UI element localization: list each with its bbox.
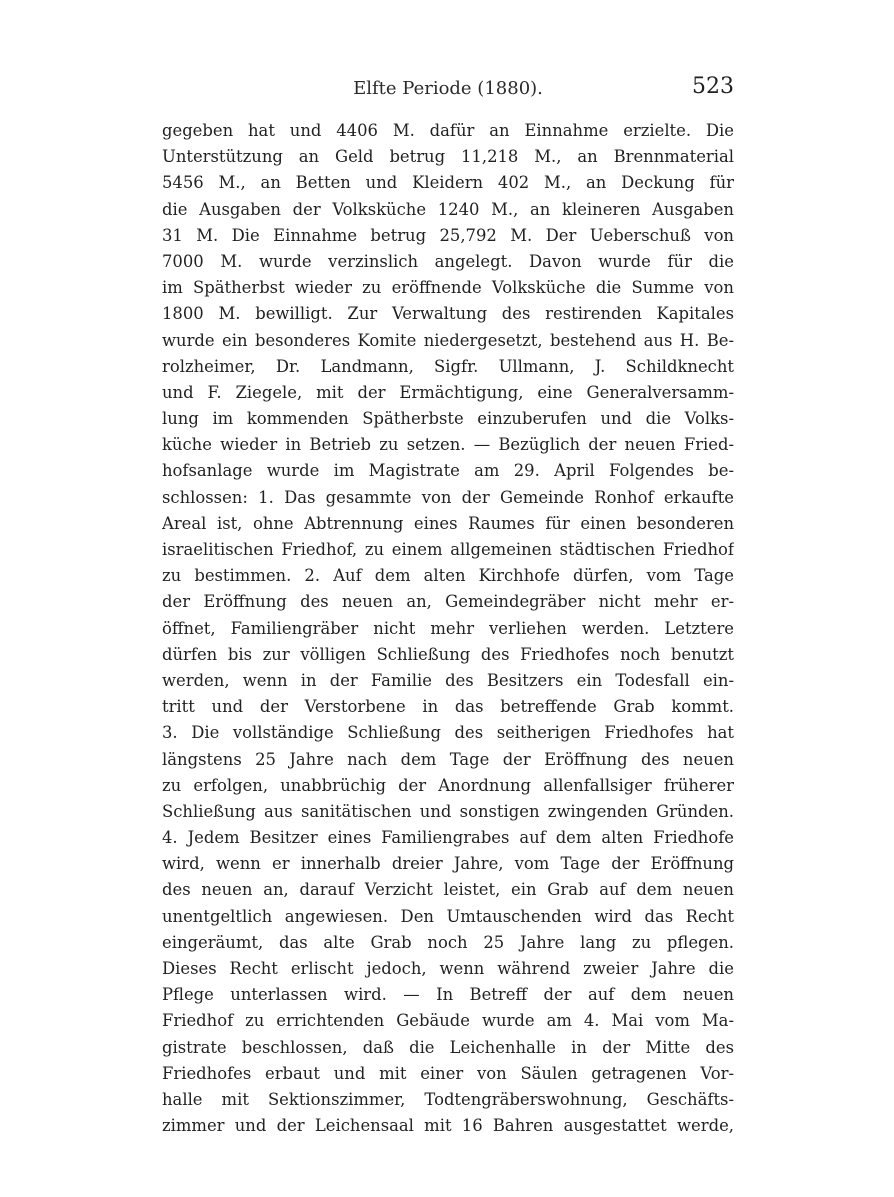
text-line: und F. Ziegele, mit der Ermächtigung, eine Generalversamm- <box>162 382 734 402</box>
text-line: Areal ist, ohne Abtrennung eines Raumes für einen besonderen <box>162 513 734 533</box>
text-line: dürfen bis zur völligen Schließung des Friedhofes noch benutzt <box>162 644 734 664</box>
text-line: Friedhof zu errichtenden Gebäude wurde am 4. Mai vom Ma- <box>162 1011 734 1031</box>
text-line: halle mit Sektionszimmer, Todtengräberswohnung, Geschäfts- <box>162 1089 734 1109</box>
text-line: Unterstützung an Geld betrug 11,218 M., an Brennmaterial <box>162 147 734 167</box>
text-line: unentgeltlich angewiesen. Den Umtauschenden wird das Recht <box>162 906 734 926</box>
text-line: küche wieder in Betrieb zu setzen. — Bezüglich der neuen Fried- <box>162 435 734 455</box>
text-line: wurde ein besonderes Komite niedergesetzt, bestehend aus H. Be- <box>162 330 734 350</box>
text-line: rolzheimer, Dr. Landmann, Sigfr. Ullmann, J. Schildknecht <box>162 356 734 376</box>
text-line: Pflege unterlassen wird. — In Betreff der auf dem neuen <box>162 985 734 1005</box>
text-line: tritt und der Verstorbene in das betreffende Grab kommt. <box>162 697 734 717</box>
text-line: eingeräumt, das alte Grab noch 25 Jahre lang zu pflegen. <box>162 932 734 952</box>
text-line: israelitischen Friedhof, zu einem allgemeinen städtischen Friedhof <box>162 540 734 559</box>
text-line: des neuen an, darauf Verzicht leistet, ein Grab auf dem neuen <box>162 880 734 900</box>
running-title: Elfte Periode (1880). <box>353 78 543 99</box>
text-line: hofsanlage wurde im Magistrate am 29. April Folgendes be- <box>162 461 734 481</box>
text-line: wird, wenn er innerhalb dreier Jahre, vom Tage der Eröffnung <box>162 854 734 874</box>
text-line: werden, wenn in der Familie des Besitzers ein Todesfall ein- <box>162 670 734 690</box>
text-line: gegeben hat und 4406 M. dafür an Einnahme erzielte. Die <box>162 121 734 140</box>
text-line: 1800 M. bewilligt. Zur Verwaltung des restirenden Kapitales <box>162 304 734 324</box>
text-line: 5456 M., an Betten und Kleidern 402 M., an Deckung für <box>162 173 734 193</box>
text-line: 7000 M. wurde verzinslich angelegt. Davon wurde für die <box>162 251 734 271</box>
text-line: gistrate beschlossen, daß die Leichenhalle in der Mitte des <box>162 1037 734 1057</box>
text-line: längstens 25 Jahre nach dem Tage der Eröffnung des neuen <box>162 749 734 769</box>
text-line: Friedhofes erbaut und mit einer von Säulen getragenen Vor- <box>162 1063 734 1083</box>
text-line: Schließung aus sanitätischen und sonstigen zwingenden Gründen. <box>162 801 734 821</box>
text-line: schlossen: 1. Das gesammte von der Gemeinde Ronhof erkaufte <box>162 487 734 507</box>
text-line: 31 M. Die Einnahme betrug 25,792 M. Der Ueberschuß von <box>162 225 734 245</box>
text-line: die Ausgaben der Volksküche 1240 M., an kleineren Ausgaben <box>162 199 734 219</box>
text-line: öffnet, Familiengräber nicht mehr verliehen werden. Letztere <box>162 618 734 638</box>
text-line: im Spätherbst wieder zu eröffnende Volksküche die Summe von <box>162 278 734 298</box>
page-number: 523 <box>692 74 734 99</box>
text-line: der Eröffnung des neuen an, Gemeindegräber nicht mehr er- <box>162 592 734 612</box>
text-line: zimmer und der Leichensaal mit 16 Bahren ausgestattet werde, <box>162 1116 734 1136</box>
page-header <box>162 74 734 106</box>
body-text <box>162 118 734 1139</box>
text-line: Dieses Recht erlischt jedoch, wenn während zweier Jahre die <box>162 959 734 978</box>
text-line: zu erfolgen, unabbrüchig der Anordnung allenfallsiger früherer <box>162 775 734 795</box>
text-line: lung im kommenden Spätherbste einzuberufen und die Volks- <box>162 409 734 429</box>
text-line: 4. Jedem Besitzer eines Familiengrabes auf dem alten Friedhofe <box>162 828 734 848</box>
text-line: 3. Die vollständige Schließung des seitherigen Friedhofes hat <box>162 723 734 743</box>
text-line: zu bestimmen. 2. Auf dem alten Kirchhofe dürfen, vom Tage <box>162 566 734 586</box>
